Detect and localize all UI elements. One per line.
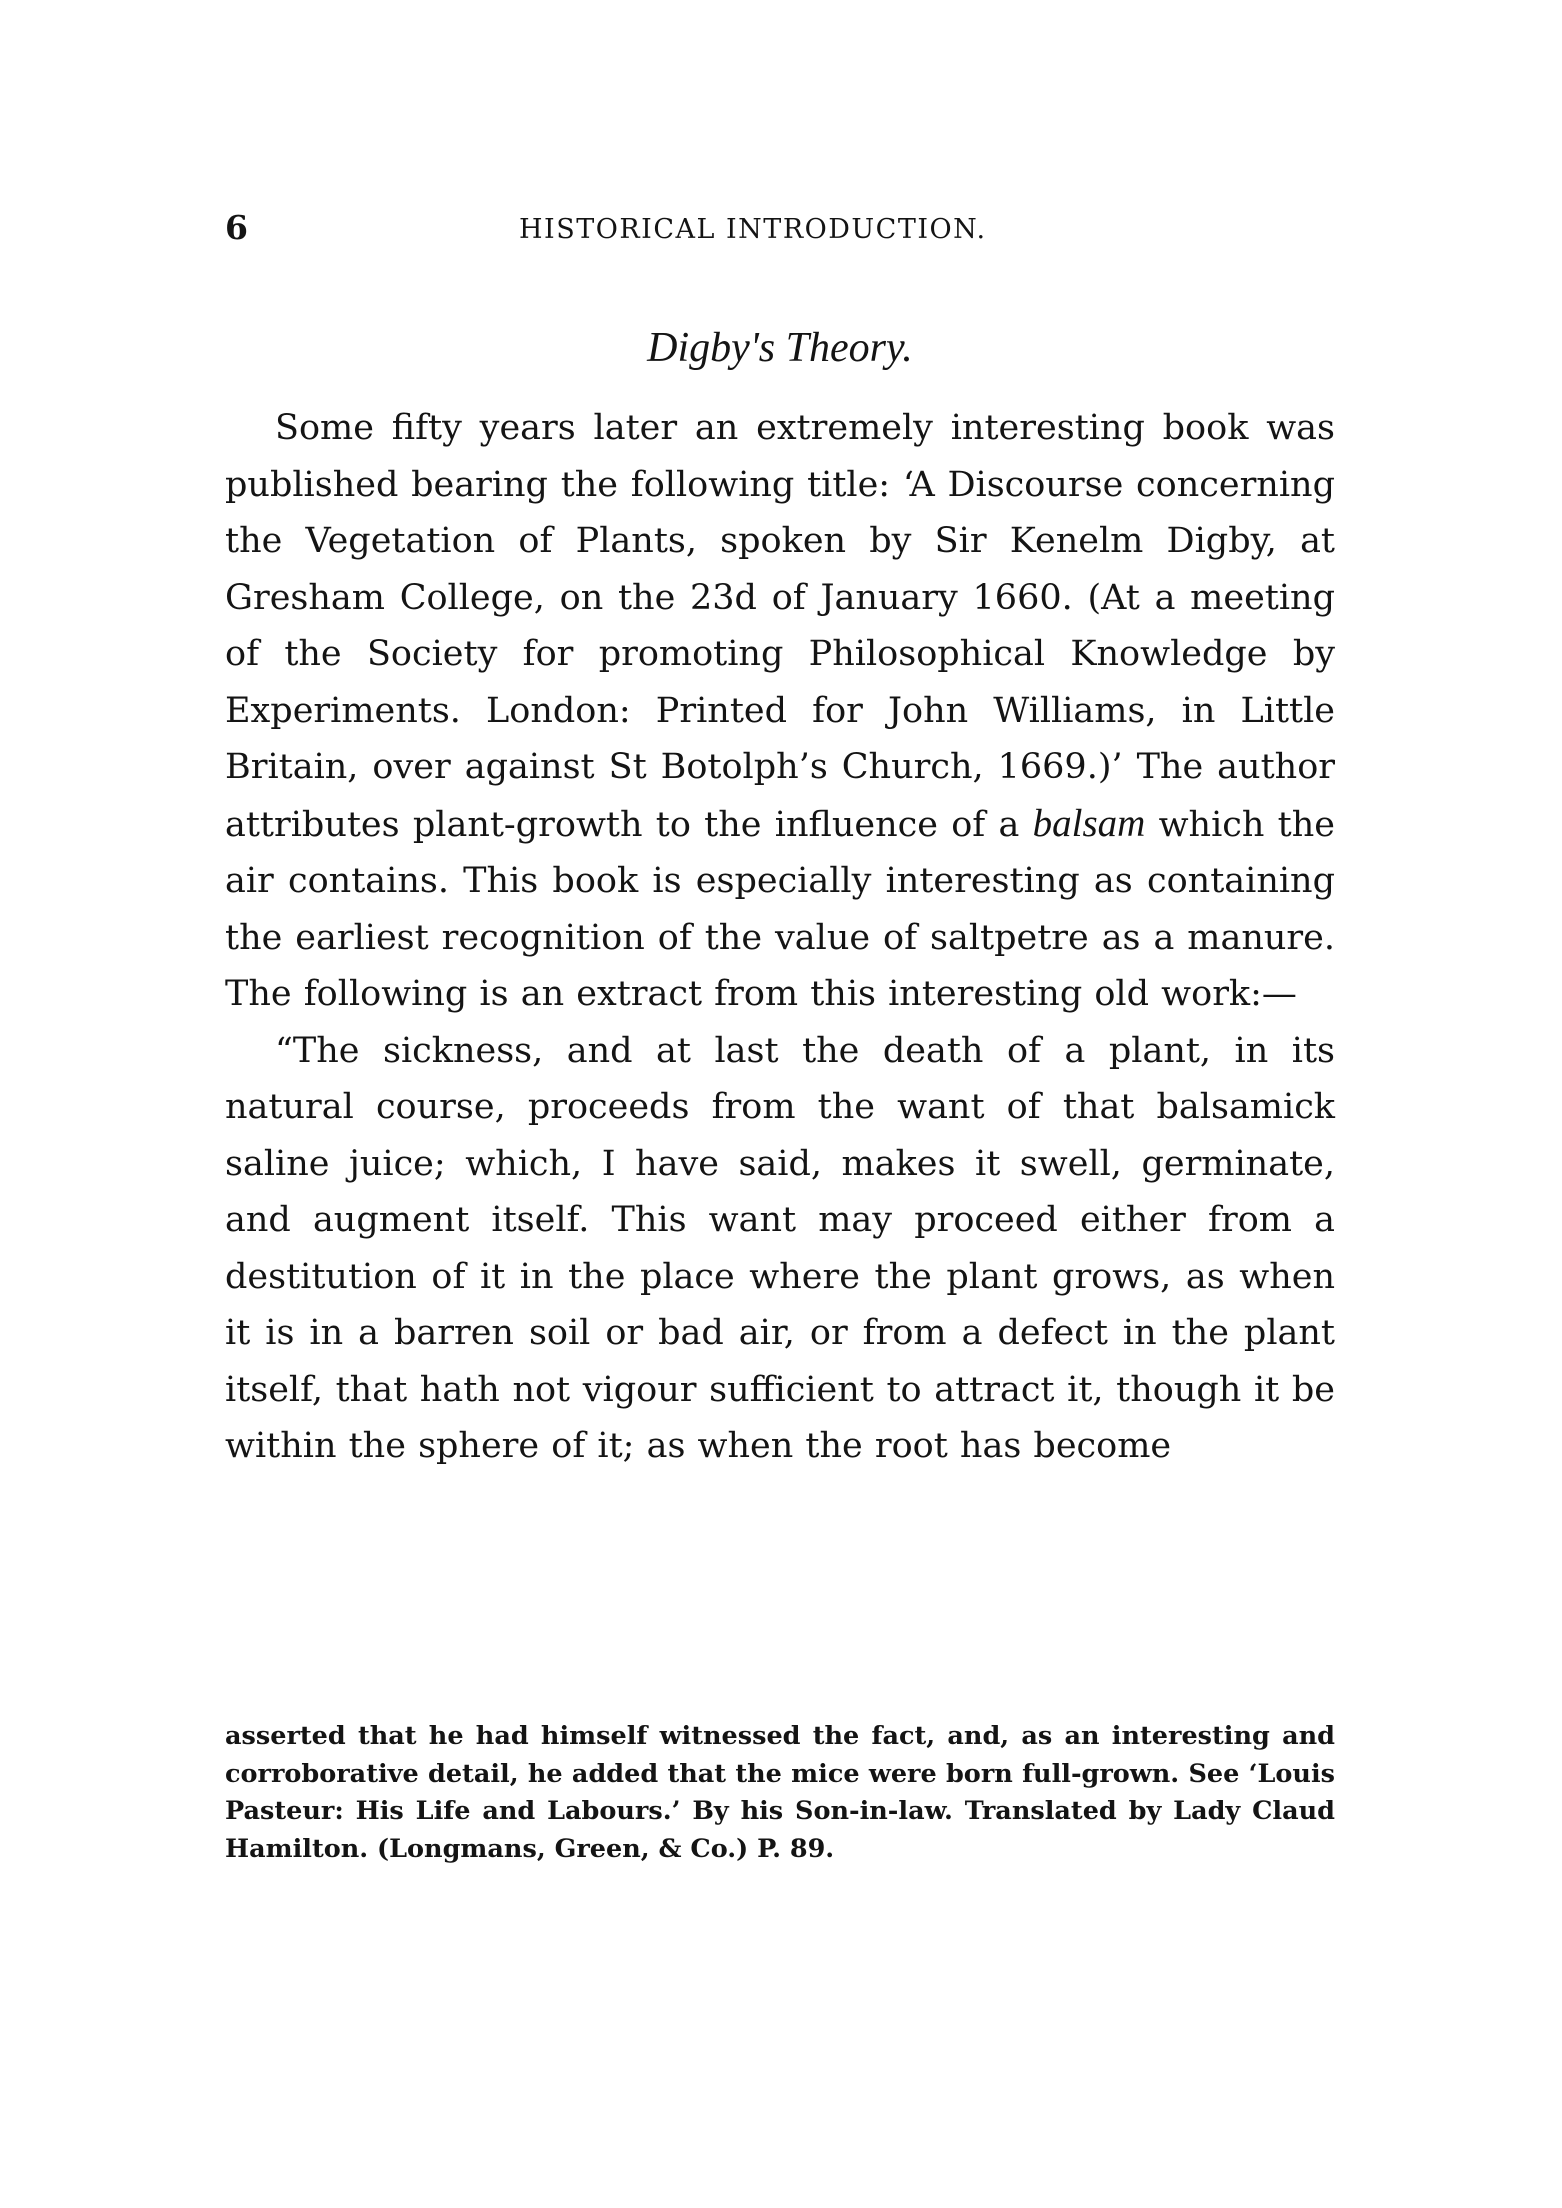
paragraph-2-quotation: “The sickness, and at last the death of a plant, in its natural course, proceeds from the want of that balsamick saline juice; which, I have said, makes it swell, germinate, and augment itself. This want may proceed either from a destitution of it in the place where the plant grows, as when it is in a barren soil or bad air, or from a defect in the plant itself, that hath not vigour sufficient to attract it, though it be within the sphere of it; as when the root has become — [225, 1030, 1335, 1466]
footnote — [225, 1718, 1335, 1868]
paragraph-1-text-b: which the air contains. This book is especially interesting as containing the earliest recognition of the value of saltpetre as a manure. The following is an extract from this interesting old work:— — [225, 804, 1335, 1014]
paragraph-1 — [225, 400, 1335, 1023]
running-head — [225, 208, 1335, 248]
body-text — [225, 400, 1335, 1475]
footnote-text: asserted that he had himself witnessed the fact, and, as an interesting and corroborative detail, he added that the mice were born full-grown. See ‘Louis Pasteur: His Life and Labours.’ By his Son-in-law. Translated by Lady Claud Hamilton. (Longmans, Green, & Co.) P. 89. — [225, 1721, 1335, 1864]
section-heading: Digby's Theory. — [647, 325, 913, 371]
paragraph-1-text-a: Some fifty years later an extremely interesting book was published bearing the following title: ‘A Discourse concerning the Vegetation of Plants, spoken by Sir Kenelm Digby, at Gresham College, on the 23d of January 1660. (At a meeting of the Society for promoting Philosophical Knowledge by Experiments. London: Printed for John Williams, in Little Britain, over against St Botolph’s Church, 1669.)’ The author attributes plant-growth to the influence of a — [225, 408, 1335, 845]
running-title: HISTORICAL INTRODUCTION. — [519, 214, 987, 245]
paragraph-1-italic-balsam: balsam — [1032, 801, 1146, 845]
page-number: 6 — [225, 208, 248, 247]
